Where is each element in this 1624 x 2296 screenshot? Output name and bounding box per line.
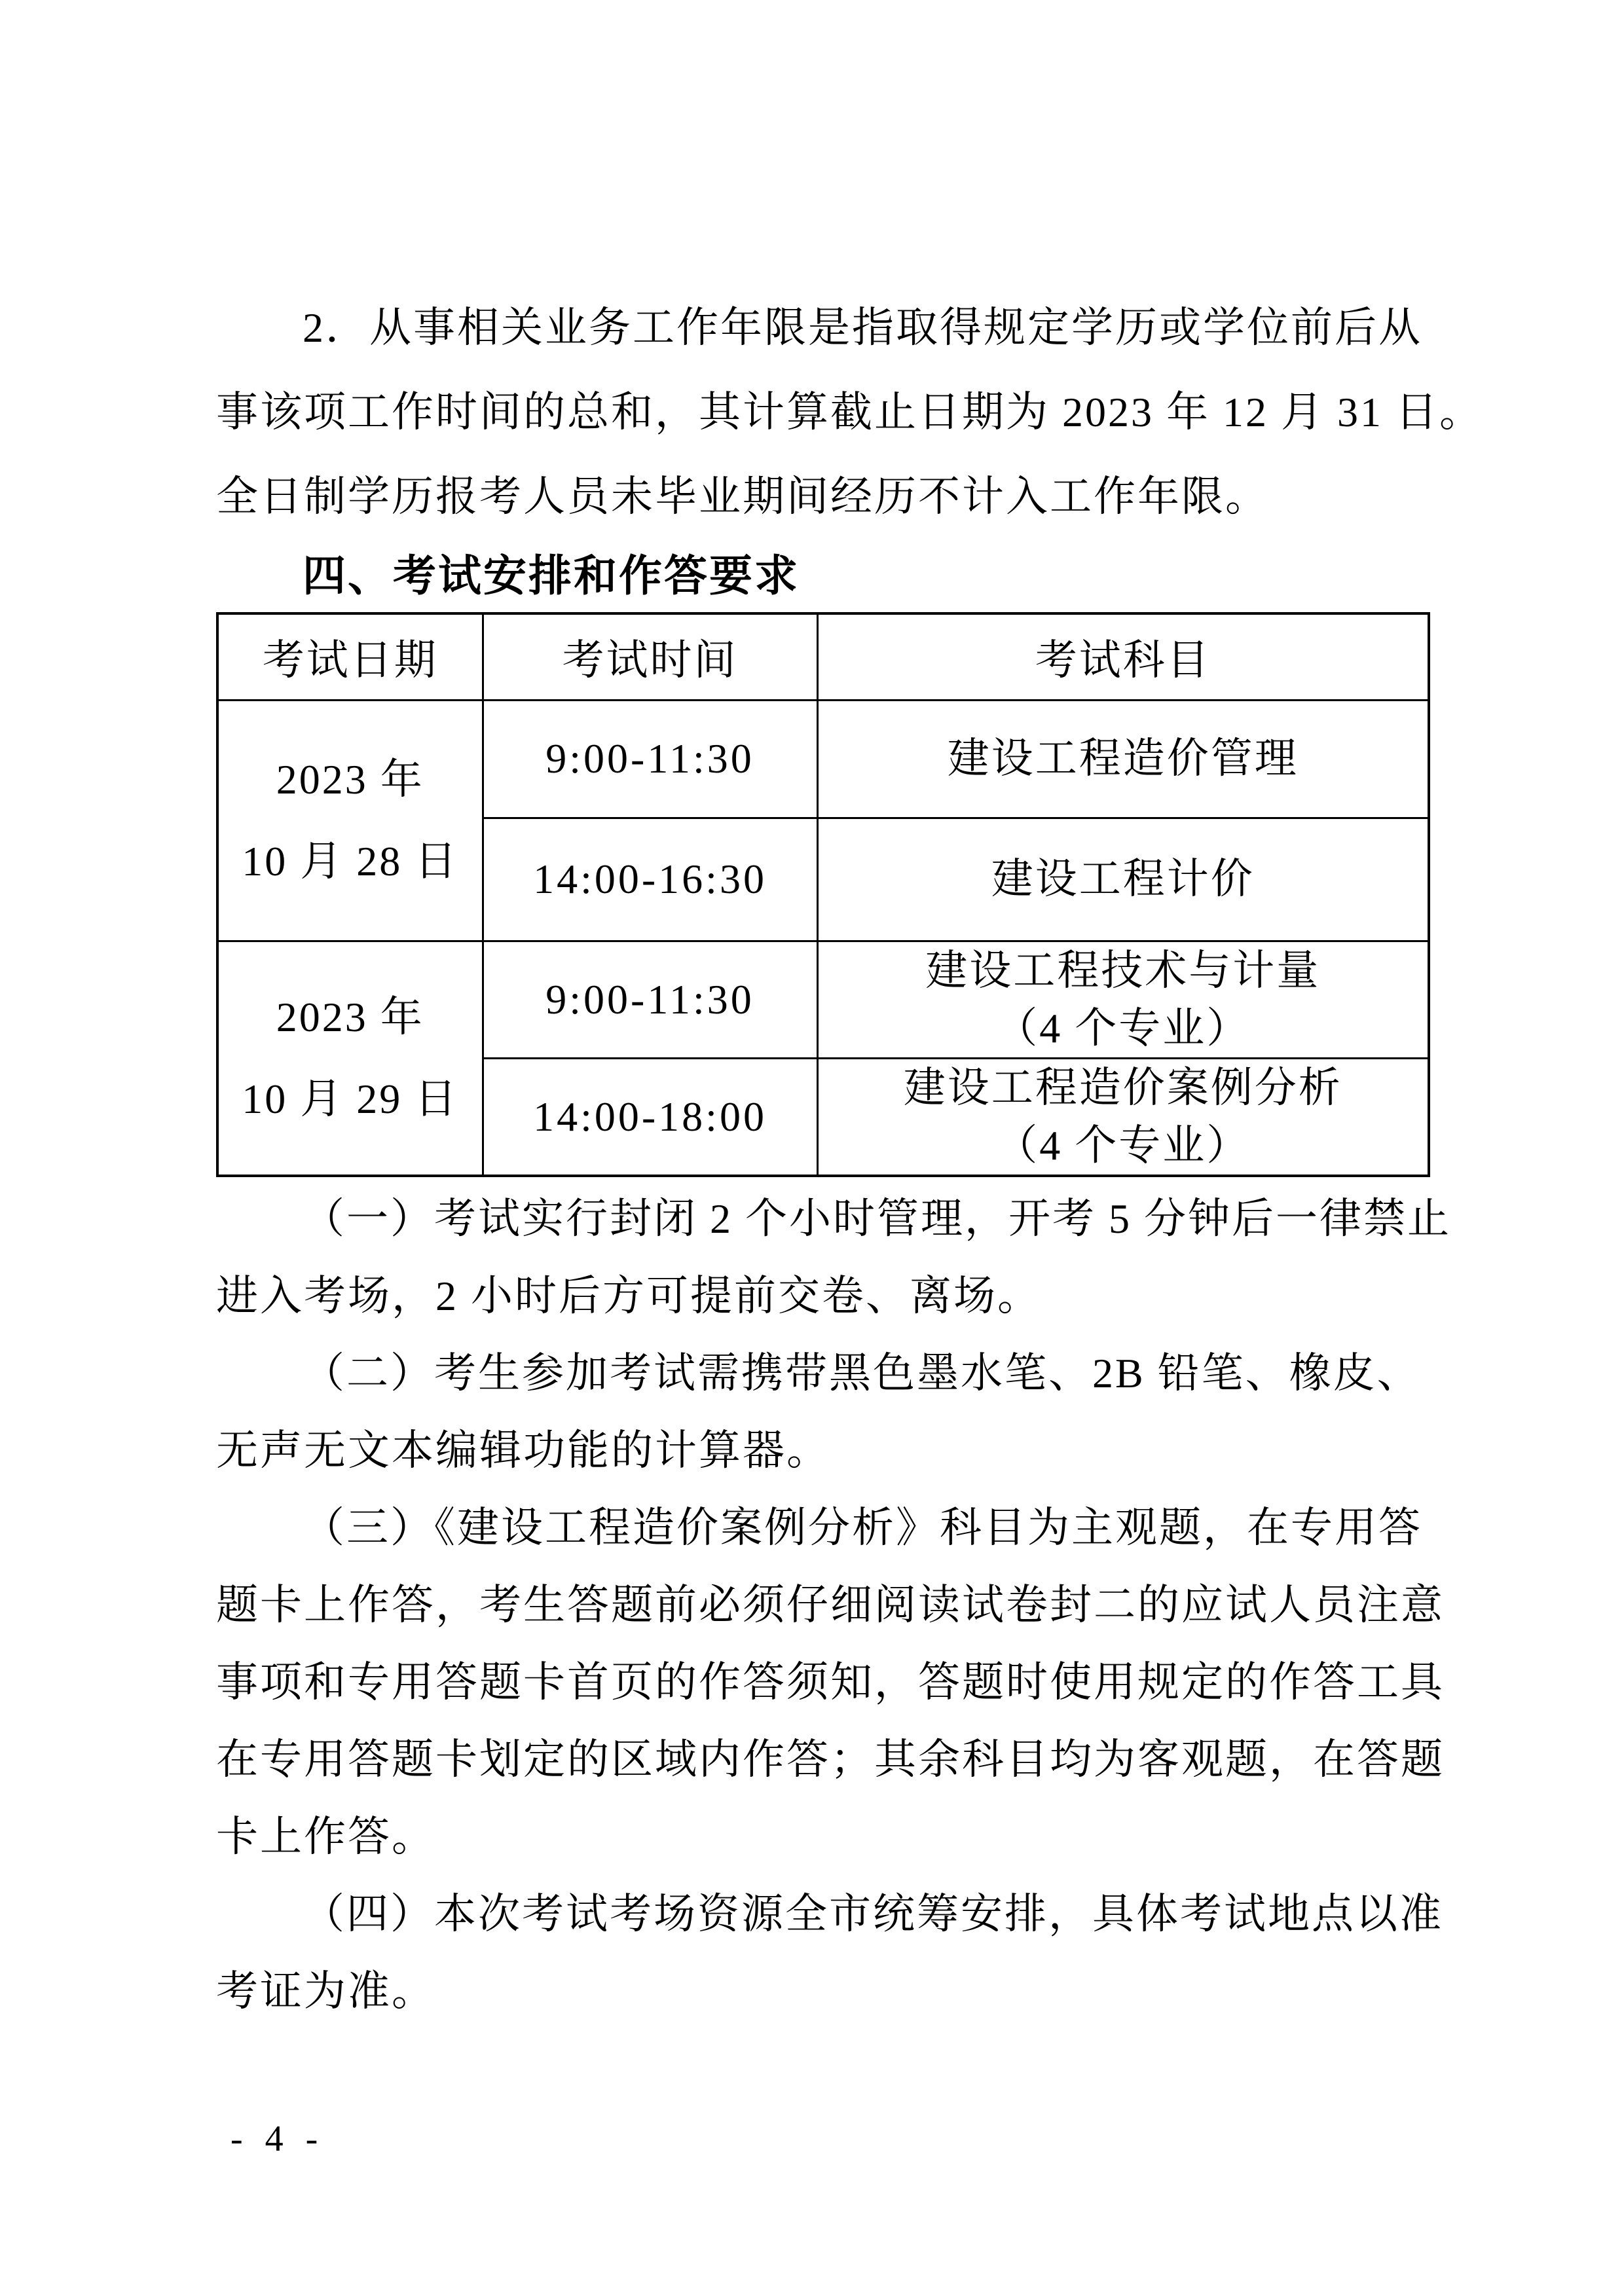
intro-line: 2．从事相关业务工作年限是指取得规定学历或学位前后从 <box>303 304 1422 351</box>
header-exam-time: 考试时间 <box>483 613 817 700</box>
exam-subject-cell <box>817 941 1429 1058</box>
exam-date-cell <box>217 700 483 941</box>
exam-date-line: 2023 年 <box>276 756 424 803</box>
table-row <box>217 700 1429 818</box>
exam-date-line: 2023 年 <box>276 994 424 1040</box>
exam-subject-line: 建设工程造价管理 <box>947 735 1299 782</box>
intro-line: 全日制学历报考人员未毕业期间经历不计入工作年限。 <box>216 473 1269 520</box>
page-number: - 4 - <box>231 2119 325 2159</box>
header-exam-date: 考试日期 <box>217 613 483 700</box>
exam-time-cell: 9:00-11:30 <box>483 941 817 1058</box>
exam-subject-line: 建设工程造价案例分析 <box>903 1064 1342 1111</box>
note-line: 无声无文本编辑功能的计算器。 <box>216 1427 830 1474</box>
note-line: （一）考试实行封闭 2 个小时管理，开考 5 分钟后一律禁止 <box>303 1195 1451 1242</box>
note-line: 卡上作答。 <box>216 1813 435 1860</box>
intro-line: 事该项工作时间的总和，其计算截止日期为 2023 年 12 月 31 日。 <box>216 389 1483 435</box>
exam-subject-cell <box>817 818 1429 941</box>
note-line: 在专用答题卡划定的区域内作答；其余科目均为客观题，在答题 <box>216 1736 1445 1783</box>
note-line: 考证为准。 <box>216 1968 435 2014</box>
exam-time-cell: 9:00-11:30 <box>483 700 817 818</box>
note-line: （四）本次考试考场资源全市统筹安排，具体考试地点以准 <box>303 1891 1443 1937</box>
header-exam-subject: 考试科目 <box>817 613 1429 700</box>
exam-schedule-table <box>216 612 1430 1177</box>
section-heading: 四、考试安排和作答要求 <box>303 551 800 600</box>
note-line: 题卡上作答，考生答题前必须仔细阅读试卷封二的应试人员注意 <box>216 1582 1445 1628</box>
intro-paragraph <box>216 285 1483 539</box>
exam-time-cell: 14:00-18:00 <box>483 1058 817 1176</box>
exam-subject-line: （4 个专业） <box>995 1004 1251 1051</box>
exam-subject-cell <box>817 1058 1429 1176</box>
note-line: 进入考场，2 小时后方可提前交卷、离场。 <box>216 1273 1041 1319</box>
exam-subject-cell <box>817 700 1429 818</box>
exam-subject-line: （4 个专业） <box>995 1121 1251 1169</box>
exam-subject-line: 建设工程计价 <box>991 856 1255 902</box>
exam-date-cell <box>217 941 483 1176</box>
exam-subject-line: 建设工程技术与计量 <box>925 947 1321 994</box>
note-line: （二）考生参加考试需携带黑色墨水笔、2B 铅笔、橡皮、 <box>303 1350 1421 1396</box>
exam-time-cell: 14:00-16:30 <box>483 818 817 941</box>
exam-date-line: 10 月 28 日 <box>242 838 459 884</box>
note-line: （三）《建设工程造价案例分析》科目为主观题，在专用答 <box>303 1504 1422 1551</box>
note-line: 事项和专用答题卡首页的作答须知，答题时使用规定的作答工具 <box>216 1659 1445 1705</box>
table-row <box>217 941 1429 1058</box>
notes-section <box>216 1180 1451 2030</box>
exam-date-line: 10 月 29 日 <box>242 1076 459 1122</box>
table-header-row <box>217 613 1429 700</box>
